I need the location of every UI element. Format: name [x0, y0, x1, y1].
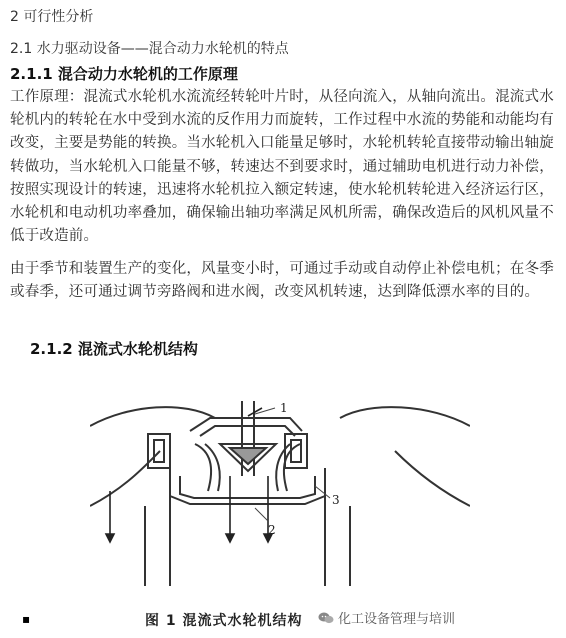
- section-heading: 2 可行性分析: [10, 9, 94, 25]
- label-1: 1: [280, 401, 288, 415]
- paragraph-working-principle: 工作原理：混流式水轮机水流流经转轮叶片时，从径向流入，从轴向流出。混流式水轮机内的转轮在水中受到水流的反作用力而旋转，工作过程中水流的势能和动能均有改变，主要是势能的转换。当水轮机入口能量足够时，水轮机转轮直接带动输出轴旋转做功，当水轮机入口能量不够，转速达不到要求时，通过辅助电机进行动力补偿，按照实现设计的转速，迅速将水轮机拉入额定转速，使水轮机转轮进入经济运行区，水轮机和电动机功率叠加，确保输出轴功率满足风机所需，确保改造后的风机风量不低于改造前。: [10, 89, 554, 245]
- heading-2-1-2: 2.1.2 混流式水轮机结构: [30, 340, 198, 358]
- subsection-heading: 2.1 水力驱动设备——混合动力水轮机的特点: [10, 41, 289, 57]
- wechat-icon: [318, 611, 334, 625]
- watermark-text: 化工设备管理与培训: [338, 612, 456, 627]
- heading-2-1-1: 2.1.1 混合动力水轮机的工作原理: [10, 65, 238, 83]
- watermark: [318, 608, 455, 627]
- turbine-structure-diagram: [90, 396, 470, 601]
- label-2: 2: [268, 523, 276, 537]
- bullet-marker: ▪: [22, 612, 31, 626]
- figure-caption: 图 1 混流式水轮机结构: [145, 613, 303, 629]
- label-3: 3: [332, 493, 340, 507]
- paragraph-season-adjustment: 由于季节和装置生产的变化，风量变小时，可通过手动或自动停止补偿电机；在冬季或春季，还可通过调节旁路阀和进水阀，改变风机转速，达到降低漂水率的目的。: [10, 261, 554, 301]
